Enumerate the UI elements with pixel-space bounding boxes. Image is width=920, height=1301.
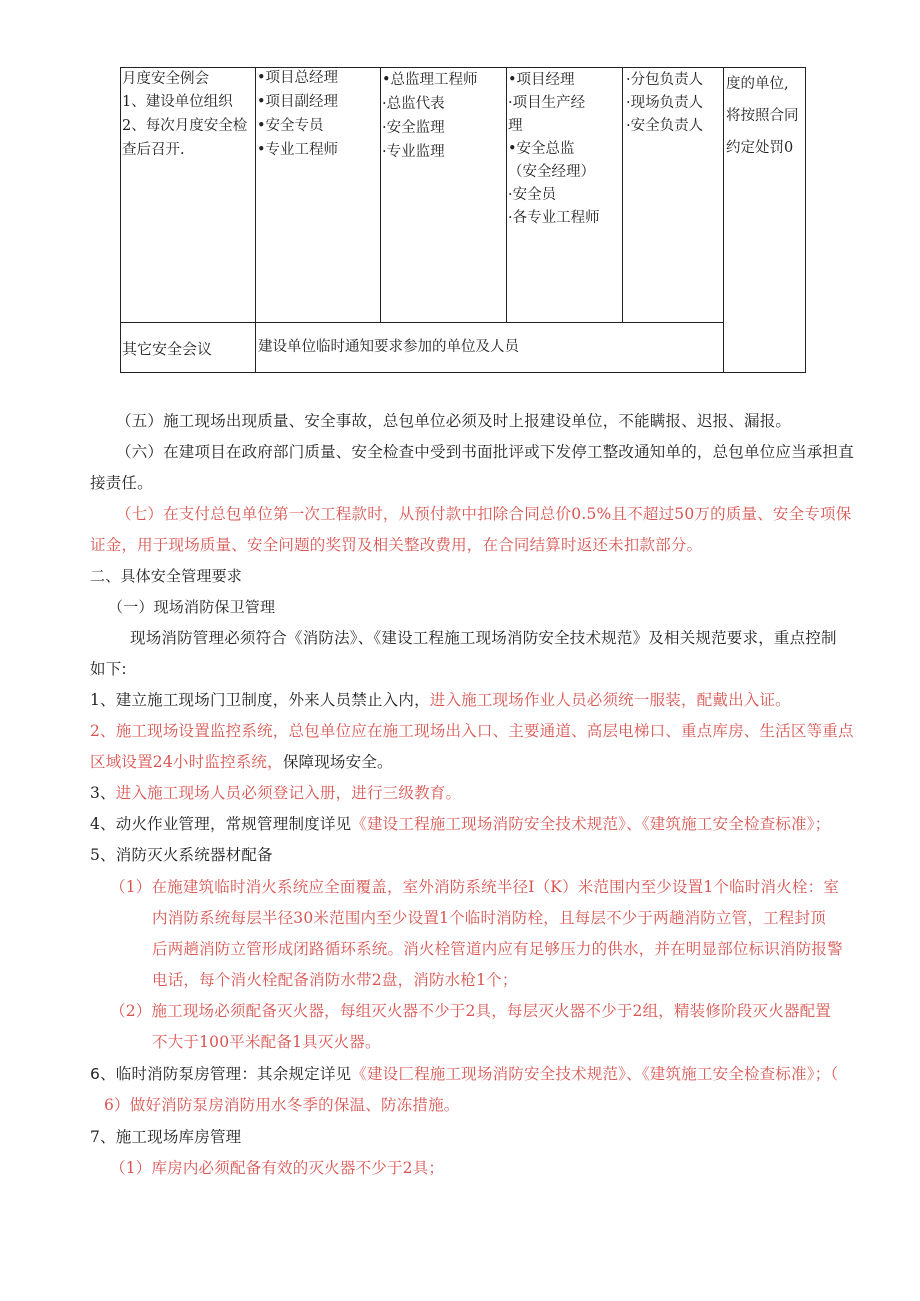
contractor-item: ·安全员: [508, 187, 557, 203]
item-4-highlight: 《建设工程施工现场消防安全技术规范》、《建筑施工安全检查标准》；: [351, 815, 831, 833]
contractor-item: ·各专业工程师: [508, 210, 600, 226]
contractor-item: 理: [508, 118, 523, 134]
item-5-1-line3: 后两趟消防立管形成闭路循环系统。消火栓管道内应有足够压力的供水，并在明显部位标识消防报警: [152, 940, 843, 958]
item-2-line1: 2、施工现场设置监控系统，总包单位应在施工现场出入口、主要通道、高层电梯口、重点库房、生活区等重点: [90, 722, 854, 740]
owner-item: •专业工程师: [257, 142, 339, 158]
paragraph-6-line2: 接责任。: [90, 474, 153, 492]
item-5-2-line1: （2）施工现场必须配备灭火器，每组灭火器不少于2具，每层灭火器不少于2组，精装修阶段灭火器配置: [110, 1002, 831, 1020]
item-7: 7、施工现场库房管理: [90, 1128, 242, 1146]
other-meeting-participants: 建设单位临时通知要求参加的单位及人员: [258, 339, 519, 355]
item-6-line1: [90, 1063, 838, 1085]
owner-item: •项目总经理: [257, 70, 339, 86]
contractor-item: ·项目生产经: [508, 95, 586, 111]
table-col-divider-2: [380, 67, 381, 323]
meeting-line: 1、建设单位组织: [122, 94, 233, 110]
paragraph-7-line2: 证金，用于现场质量、安全问题的奖罚及相关整改费用，在合同结算时返还未扣款部分。: [90, 536, 703, 554]
item-4-text: 4、动火作业管理，常规管理制度详见: [90, 815, 352, 833]
paragraph-7-line1: （七）在支付总包单位第一次工程款时，从预付款中扣除合同总价0.5%且不超过50万的质量、安全专项保: [116, 505, 852, 523]
contractor-item: （安全经理）: [508, 164, 595, 180]
item-1-highlight: 进入施工现场作业人员必须统一服装，配戴出入证。: [429, 691, 791, 709]
item-2-line2: [90, 751, 393, 773]
table-border-bottom: [120, 372, 806, 373]
penalty-line: 约定处罚0: [726, 140, 794, 156]
item-5-2-line2: 不大于100平米配备1具灭火器。: [152, 1033, 381, 1051]
item-3-highlight: 进入施工现场人员必须登记入册，进行三级教育。: [115, 784, 462, 802]
intro-line2: 如下:: [90, 660, 127, 678]
owner-item: •项目副经理: [257, 94, 339, 110]
table-border-left: [120, 67, 121, 373]
table-col-divider-1: [255, 67, 256, 373]
table-border-top: [120, 67, 806, 68]
table-row-divider: [120, 322, 724, 323]
item-1-text: 1、建立施工现场门卫制度，外来人员禁止入内，: [90, 691, 430, 709]
other-meeting-title: 其它安全会议: [122, 340, 213, 358]
supervisor-item: ·安全监理: [382, 120, 445, 136]
table-border-right: [805, 67, 806, 373]
subcontractor-item: ·现场负责人: [626, 95, 704, 111]
item-4: [90, 813, 830, 835]
item-5-1-line4: 电话，每个消火栓配备消防水带2盘，消防水枪1个；: [152, 971, 518, 989]
subsection-1-heading: （一）现场消防保卫管理: [108, 598, 276, 616]
subcontractor-item: ·安全负责人: [626, 118, 704, 134]
paragraph-5: （五）施工现场出现质量、安全事故，总包单位必须及时上报建设单位，不能瞒报、迟报、漏报。: [116, 412, 792, 430]
supervisor-item: ·专业监理: [382, 144, 445, 160]
contractor-item: •项目经理: [508, 72, 575, 88]
paragraph-6-line1: （六）在建项目在政府部门质量、安全检查中受到书面批评或下发停工整改通知单的，总包单位应当承担直: [116, 443, 854, 461]
section-2-heading: 二、具体安全管理要求: [90, 567, 243, 585]
item-5-1-line1: （1）在施建筑临时消火系统应全面覆盖，室外消防系统半径I（K）米范围内至少设置1个临时消火栓：室: [110, 878, 840, 896]
item-1: [90, 689, 791, 711]
item-6-text: 6、临时消防泵房管理：其余规定详见: [90, 1065, 352, 1083]
item-6-line2: 6）做好消防泵房消防用水冬季的保温、防冻措施。: [104, 1096, 460, 1114]
table-col-divider-3: [506, 67, 507, 323]
item-6-highlight: 《建设匚程施工现场消防安全技术规范》、《建筑施工安全检查标准》；（: [351, 1065, 839, 1083]
penalty-line: 将按照合同: [726, 108, 799, 124]
subcontractor-item: ·分包负责人: [626, 72, 704, 88]
owner-item: •安全专员: [257, 118, 324, 134]
table-col-divider-5: [723, 67, 724, 373]
meeting-line: 查后召开.: [122, 142, 185, 158]
item-5-1-line2: 内消防系统每层半径30米范围内至少设置1个临时消防栓，且每层不少于两趟消防立管，工程封顶: [152, 909, 826, 927]
item-3-number: 3、: [90, 784, 116, 802]
item-3: [90, 782, 461, 804]
meeting-line: 2、每次月度安全检: [122, 118, 248, 134]
item-2-highlight: 区域设置24小时监控系统，: [90, 753, 283, 771]
intro-line1: 现场消防管理必须符合《消防法》、《建设工程施工现场消防安全技术规范》及相关规范要求，重点控制: [130, 629, 837, 647]
item-5: 5、消防灭火系统器材配备: [90, 846, 273, 864]
table-col-divider-4: [622, 67, 623, 323]
supervisor-item: •总监理工程师: [382, 72, 478, 88]
item-2-text: 保障现场安全。: [282, 753, 393, 771]
contractor-item: •安全总监: [508, 141, 575, 157]
penalty-line: 度的单位,: [726, 76, 789, 92]
item-7-1: （1）库房内必须配备有效的灭火器不少于2具；: [110, 1159, 445, 1177]
meeting-title: 月度安全例会: [122, 71, 209, 87]
supervisor-item: ·总监代表: [382, 96, 445, 112]
